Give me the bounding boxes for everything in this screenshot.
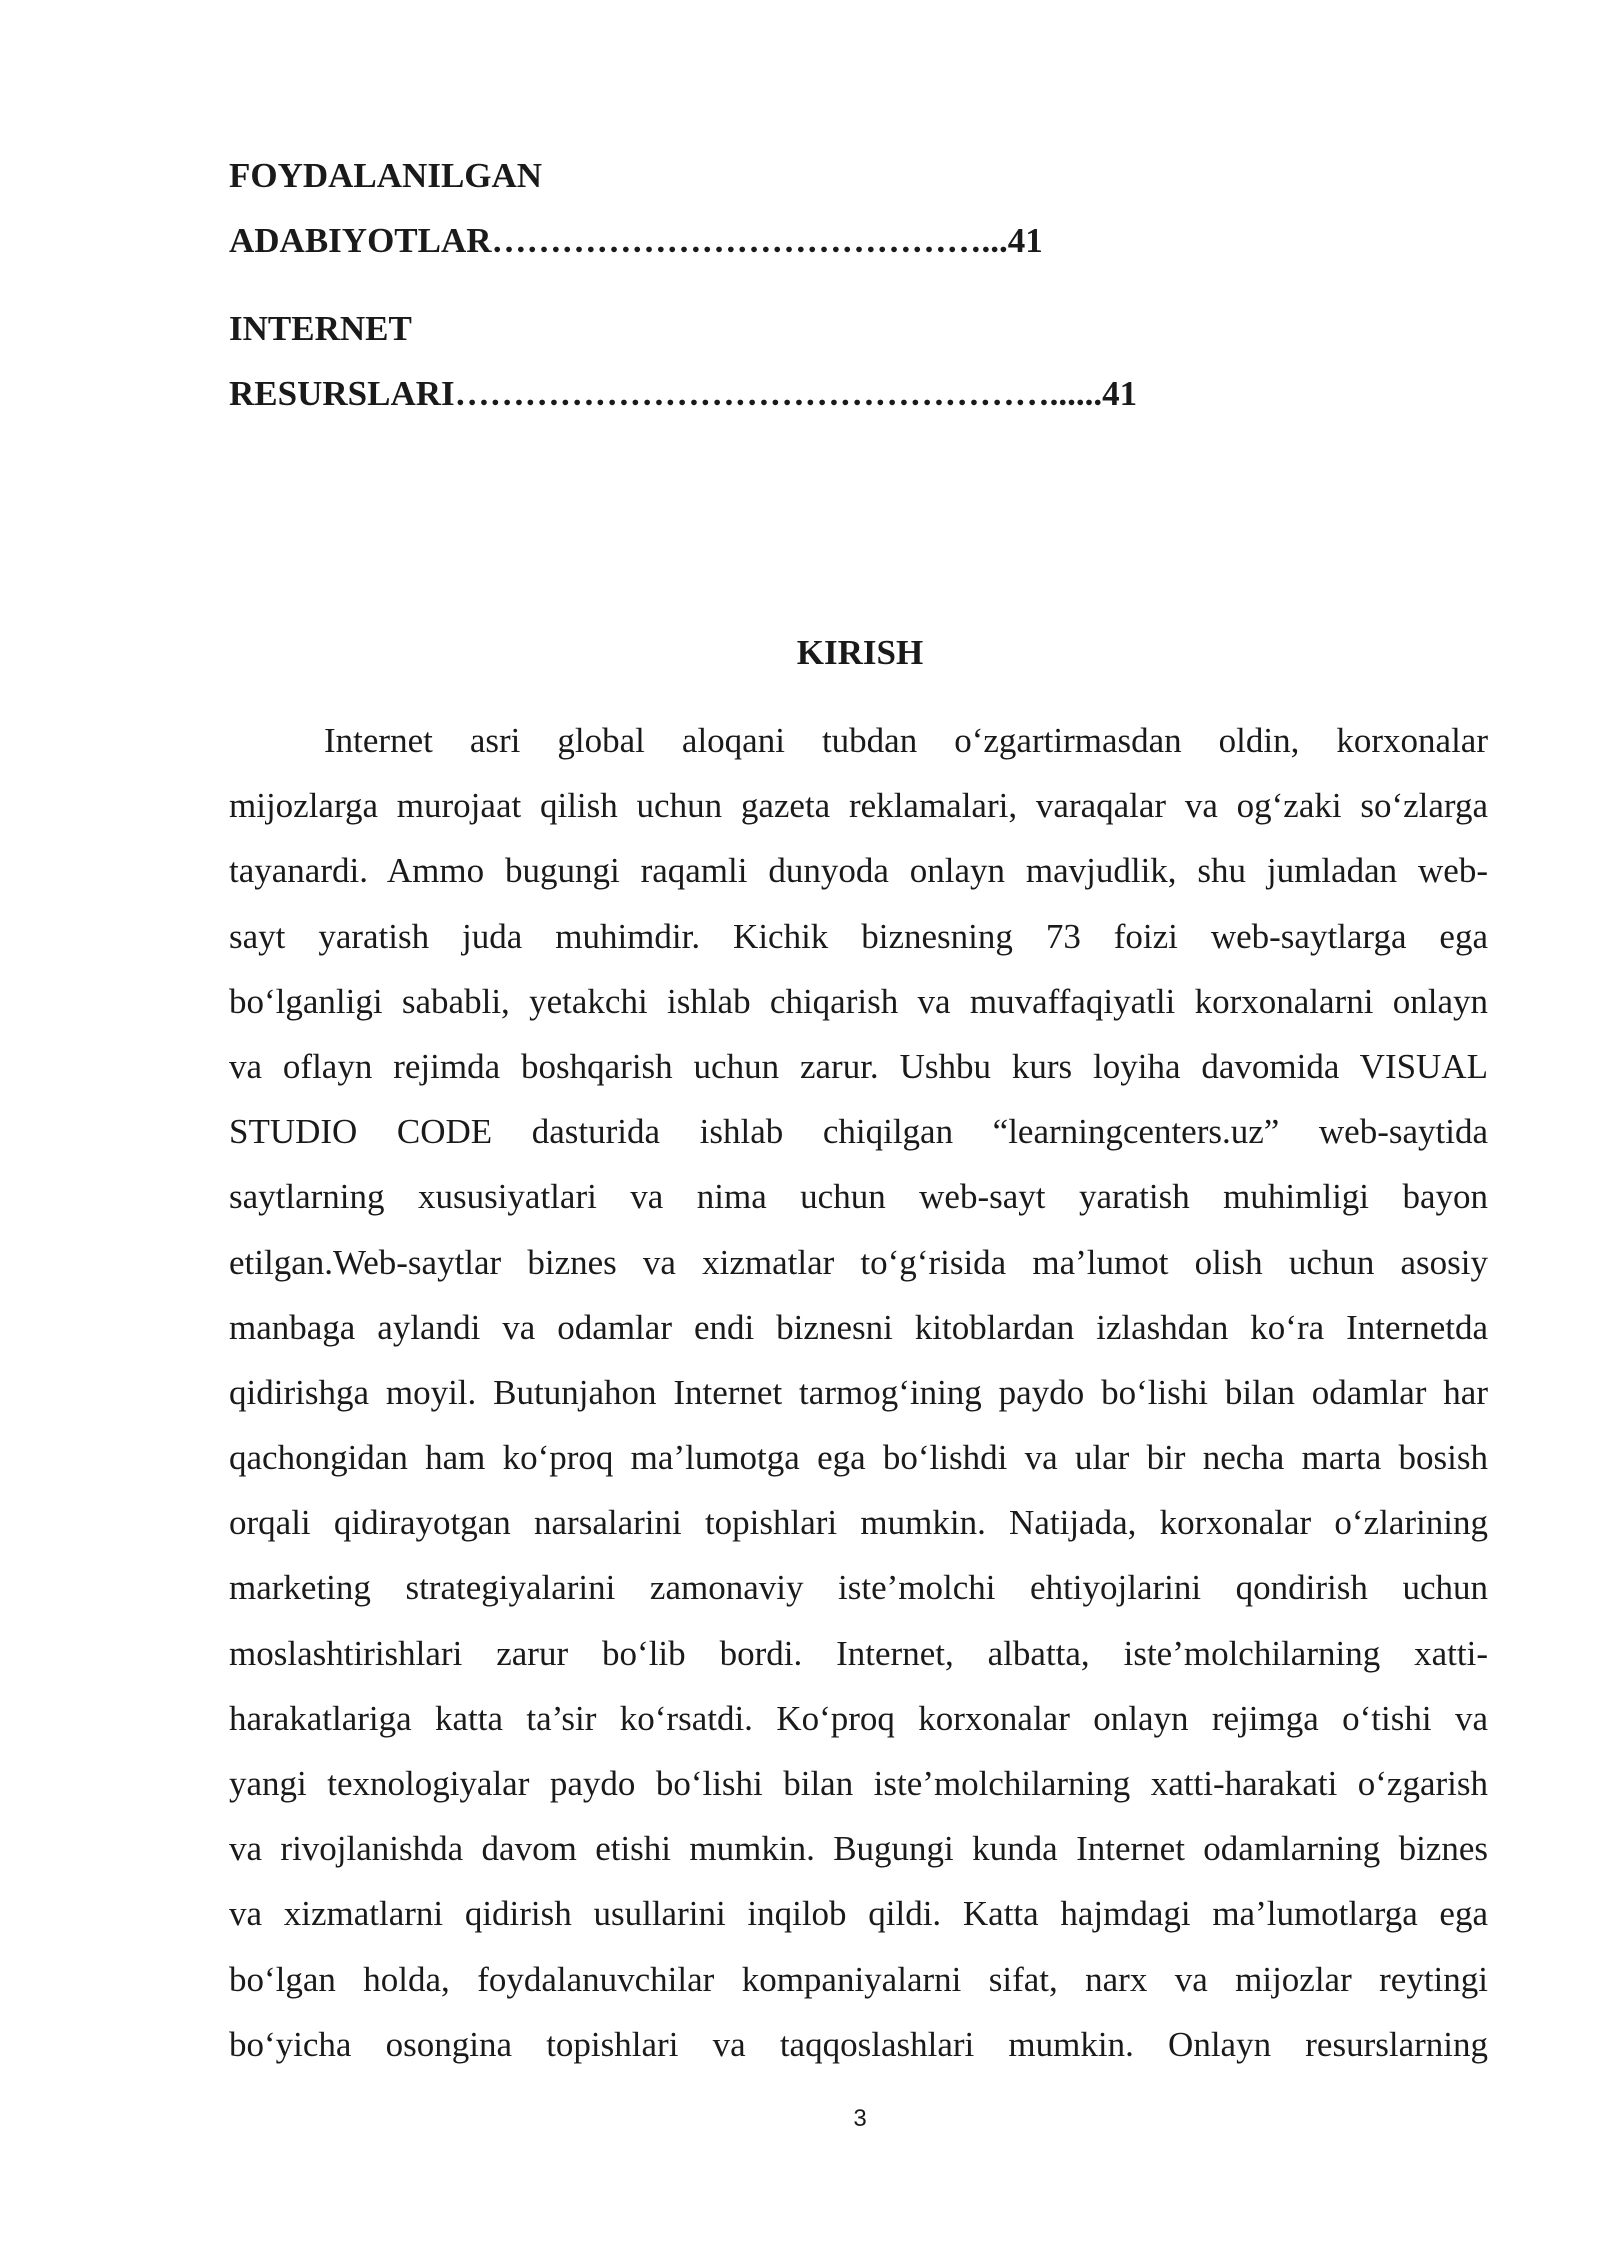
paragraph-line: sayt yaratish juda muhimdir. Kichik biznesning 73 foizi web-saytlarga ega — [229, 916, 1488, 956]
page-number: 3 — [853, 2105, 867, 2132]
paragraph-line: va rivojlanishda davom etishi mumkin. Bugungi kunda Internet odamlarning biznes — [229, 1829, 1488, 1869]
paragraph-line: saytlarning xususiyatlari va nima uchun web-sayt yaratish muhimligi bayon — [229, 1177, 1488, 1217]
toc-entry-title: FOYDALANILGAN — [229, 156, 543, 195]
paragraph-line: tayanardi. Ammo bugungi raqamli dunyoda onlayn mavjudlik, shu jumladan web- — [229, 851, 1488, 891]
paragraph-line: orqali qidirayotgan narsalarini topishlari mumkin. Natijada, korxonalar o‘zlarining — [229, 1503, 1488, 1543]
paragraph-line: manbaga aylandi va odamlar endi biznesni kitoblardan izlashdan ko‘ra Internetda — [229, 1307, 1488, 1347]
paragraph-line: yangi texnologiyalar paydo bo‘lishi bilan iste’molchilarning xatti-harakati o‘zgarish — [229, 1764, 1488, 1803]
section-heading: KIRISH — [796, 633, 924, 672]
paragraph-line: bo‘lgan holda, foydalanuvchilar kompaniyalarni sifat, narx va mijozlar reytingi — [229, 1959, 1488, 1999]
paragraph-line: bo‘yicha osongina topishlari va taqqoslashlari mumkin. Onlayn resurslarning — [229, 2024, 1488, 2064]
paragraph-line: qachongidan ham ko‘proq ma’lumotga ega bo‘lishdi va ular bir necha marta bosish — [229, 1438, 1488, 1478]
paragraph-line: va xizmatlarni qidirish usullarini inqilob qildi. Katta hajmdagi ma’lumotlarga ega — [229, 1894, 1488, 1934]
paragraph-line: harakatlariga katta ta’sir ko‘rsatdi. Ko‘proq korxonalar onlayn rejimga o‘tishi va — [229, 1698, 1488, 1738]
toc-entry-internet-resources — [229, 296, 1137, 426]
toc-entry-references — [229, 143, 1043, 273]
paragraph-line: bo‘lganligi sababli, yetakchi ishlab chiqarish va muvaffaqiyatli korxonalarni onlayn — [229, 981, 1488, 1021]
toc-entry-title-with-page: RESURSLARI……………………………………………......41 — [229, 374, 1138, 413]
paragraph-line: va oflayn rejimda boshqarish uchun zarur. Ushbu kurs loyiha davomida VISUAL — [229, 1046, 1488, 1086]
paragraph-line: STUDIO CODE dasturida ishlab chiqilgan “learningcenters.uz” web-saytida — [229, 1112, 1488, 1152]
paragraph-line: Internet asri global aloqani tubdan o‘zgartirmasdan oldin, korxonalar — [324, 721, 1488, 760]
paragraph-line: etilgan.Web-saytlar biznes va xizmatlar to‘g‘risida ma’lumot olish uchun asosiy — [229, 1242, 1488, 1282]
toc-entry-title: INTERNET — [229, 309, 412, 348]
paragraph-line: marketing strategiyalarini zamonaviy iste’molchi ehtiyojlarini qondirish uchun — [229, 1568, 1488, 1608]
body-paragraph — [229, 708, 1488, 2077]
paragraph-line: moslashtirishlari zarur bo‘lib bordi. Internet, albatta, iste’molchilarning xatti- — [229, 1633, 1488, 1673]
paragraph-line: qidirishga moyil. Butunjahon Internet tarmog‘ining paydo bo‘lishi bilan odamlar har — [229, 1372, 1488, 1412]
paragraph-line: mijozlarga murojaat qilish uchun gazeta reklamalari, varaqalar va og‘zaki so‘zlarga — [229, 786, 1488, 826]
toc-entry-title-with-page: ADABIYOTLAR……………………………………...41 — [229, 221, 1043, 260]
